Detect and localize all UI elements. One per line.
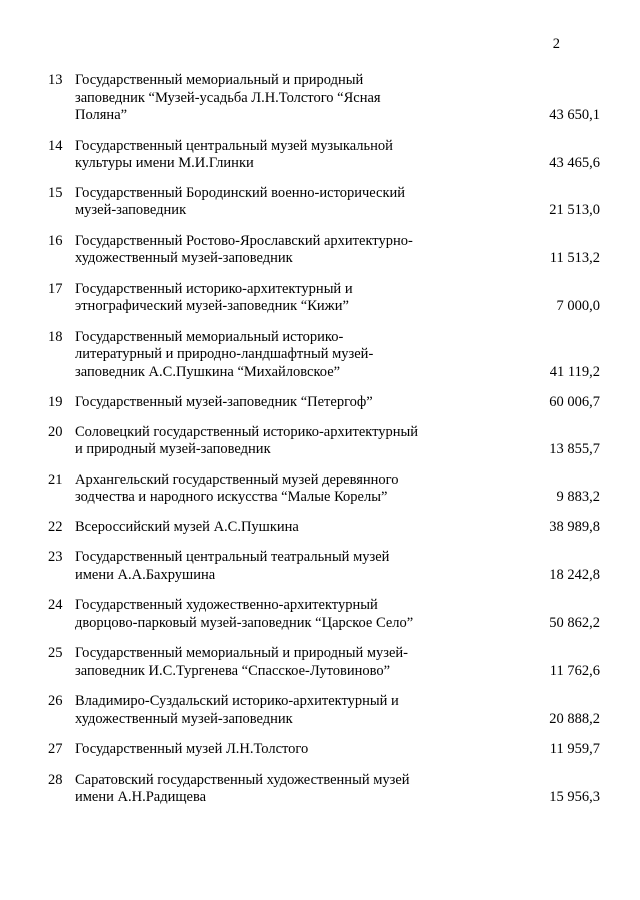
museum-name: Всероссийский музей А.С.Пушкина [75, 518, 299, 535]
museum-name: Государственный мемориальный историко- литературный и природно-ландшафтный музей- заповедник А.С.Пушкина “Михайловское” [75, 328, 374, 380]
item-number: 17 [48, 280, 63, 297]
list-item [48, 281, 600, 316]
amount-value: 60 006,7 [549, 394, 600, 410]
museum-name: Государственный мемориальный и природный музей- заповедник И.С.Тургенева “Спасское-Лутовиново” [75, 645, 409, 679]
museum-name: Саратовский государственный художественный музей имени А.Н.Радищева [75, 771, 410, 805]
item-number: 15 [48, 184, 63, 201]
page-number: 2 [552, 36, 560, 52]
list-item [48, 772, 600, 807]
museum-name: Государственный историко-архитектурный и этнографический музей-заповедник “Кижи” [75, 280, 353, 314]
amount-value: 43 650,1 [549, 107, 600, 123]
item-number: 27 [48, 741, 63, 757]
list-item [48, 645, 600, 680]
museum-name: Архангельский государственный музей деревянного зодчества и народного искусства “Малые Корелы” [75, 471, 399, 505]
list-item [48, 329, 600, 382]
amount-value: 11 762,6 [549, 662, 600, 679]
list-item [48, 472, 600, 507]
museum-name: Государственный центральный театральный музей имени А.А.Бахрушина [75, 549, 390, 583]
museum-name: Государственный мемориальный и природный заповедник “Музей-усадьба Л.Н.Толстого “Ясная Поляна” [75, 72, 381, 123]
museum-name: Государственный Бородинский военно-исторический музей-заповедник [75, 184, 406, 218]
list-item [48, 394, 600, 412]
item-number: 14 [48, 137, 63, 154]
item-number: 18 [48, 328, 63, 345]
amount-value: 38 989,8 [549, 518, 600, 535]
list-item [48, 519, 600, 537]
list-item [48, 233, 600, 268]
amount-value: 20 888,2 [549, 710, 600, 727]
item-number: 21 [48, 471, 63, 488]
amount-value: 13 855,7 [549, 441, 600, 457]
item-number: 28 [48, 771, 63, 788]
amount-value: 15 956,3 [549, 789, 600, 805]
museum-name: Государственный Ростово-Ярославский архитектурно- художественный музей-заповедник [75, 232, 413, 266]
museum-name: Государственный музей-заповедник “Петергоф” [75, 394, 373, 410]
amount-value: 41 119,2 [549, 363, 600, 380]
amount-value: 9 883,2 [556, 489, 600, 505]
amount-value: 18 242,8 [549, 566, 600, 583]
item-number: 13 [48, 72, 63, 88]
amount-value: 21 513,0 [549, 202, 600, 218]
item-number: 19 [48, 394, 63, 410]
item-number: 25 [48, 645, 63, 661]
item-number: 16 [48, 232, 63, 249]
museum-name: Соловецкий государственный историко-архитектурный и природный музей-заповедник [75, 423, 419, 457]
museum-name: Владимиро-Суздальский историко-архитектурный и художественный музей-заповедник [75, 693, 399, 727]
list-item [48, 424, 600, 459]
amount-value: 43 465,6 [549, 155, 600, 171]
list-item [48, 693, 600, 728]
amount-value: 7 000,0 [556, 298, 600, 314]
amount-value: 11 959,7 [549, 741, 600, 757]
list-item [48, 549, 600, 584]
museum-name: Государственный центральный музей музыкальной культуры имени М.И.Глинки [75, 137, 393, 171]
item-number: 20 [48, 423, 63, 440]
list-item [48, 138, 600, 173]
item-number: 26 [48, 693, 63, 709]
list-item [48, 741, 600, 759]
list-item [48, 597, 600, 632]
item-number: 23 [48, 549, 63, 565]
museum-funding-list [48, 72, 600, 807]
museum-name: Государственный музей Л.Н.Толстого [75, 741, 309, 757]
amount-value: 50 862,2 [549, 614, 600, 631]
item-number: 24 [48, 597, 63, 613]
list-item [48, 72, 600, 125]
amount-value: 11 513,2 [549, 250, 600, 266]
item-number: 22 [48, 518, 63, 535]
museum-name: Государственный художественно-архитектурный дворцово-парковый музей-заповедник “Царское Село” [75, 597, 414, 631]
list-item [48, 185, 600, 220]
